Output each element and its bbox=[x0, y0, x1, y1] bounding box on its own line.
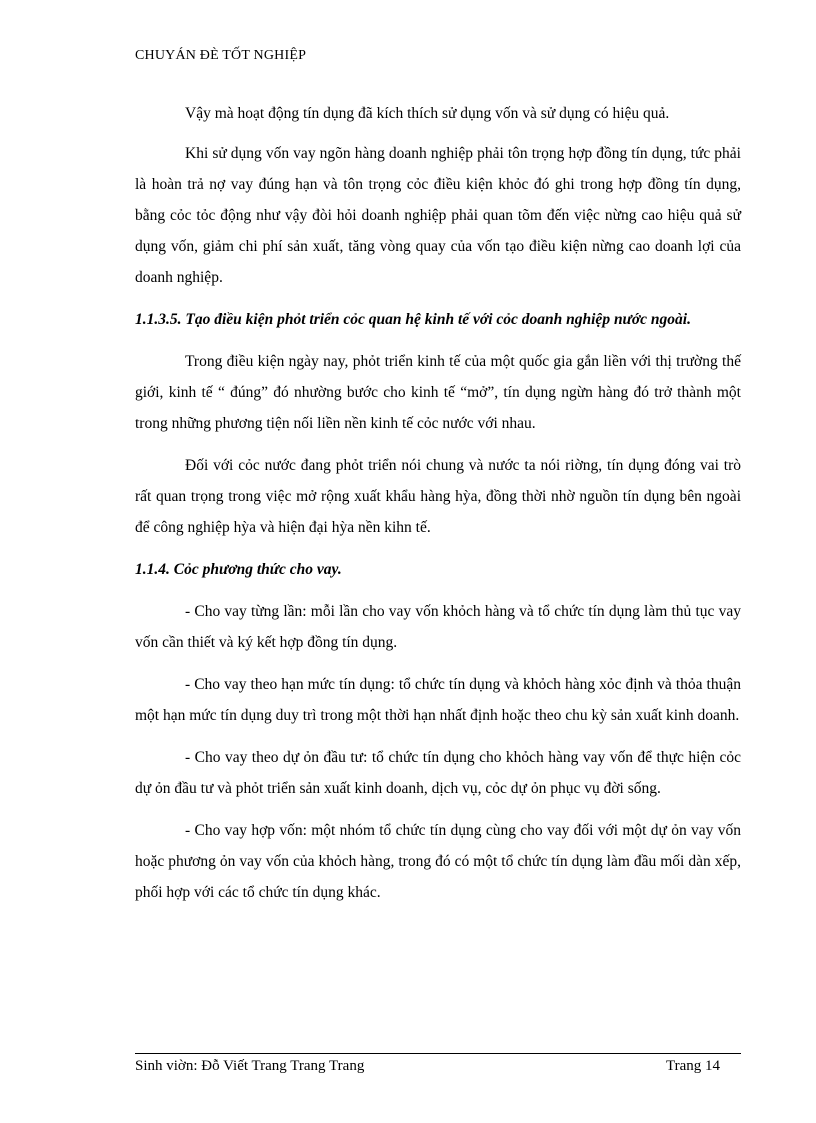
footer-author: Sinh viờn: Đỗ Viết Trang Trang Trang bbox=[135, 1058, 365, 1074]
list-item-cho-vay-du-an: - Cho vay theo dự ỏn đầu tư: tổ chức tín dụng cho khỏch hàng vay vốn để thực hiện cỏc dự ỏn đầu tư và phỏt triển sản xuất kinh doanh, dịch vụ, cỏc dự ỏn phục vụ đời sống. bbox=[135, 749, 741, 797]
list-item-cho-vay-tung-lan: - Cho vay từng lần: mỗi lần cho vay vốn khỏch hàng và tổ chức tín dụng làm thủ tục vay vốn cần thiết và ký kết hợp đồng tín dụng. bbox=[135, 603, 741, 651]
paragraph-3: Trong điều kiện ngày nay, phỏt triển kinh tế của một quốc gia gắn liền với thị trường thế giới, kinh tế “ đúng” đó nhường bước cho kinh tế “mở”, tín dụng ngừn hàng đó trở thành một trong những phương tiện nối liền nền kinh tế cỏc nước với nhau. bbox=[135, 353, 741, 432]
document-body bbox=[135, 98, 741, 919]
footer-divider bbox=[135, 1053, 741, 1054]
paragraph-4: Đối với cỏc nước đang phỏt triển nói chung và nước ta nói riờng, tín dụng đóng vai trò rất quan trọng trong việc mở rộng xuất khẩu hàng hỳa, đồng thời nhờ nguồn tín dụng bên ngoài để công nghiệp hỳa và hiện đại hỳa nền kihn tế. bbox=[135, 457, 741, 536]
list-item-cho-vay-hop-von: - Cho vay hợp vốn: một nhóm tổ chức tín dụng cùng cho vay đối với một dự ỏn vay vốn hoặc phương ỏn vay vốn của khỏch hàng, trong đó có một tổ chức tín dụng làm đầu mối dàn xếp, phối hợp với các tổ chức tín dụng khác. bbox=[135, 822, 741, 901]
page-header: CHUYÁN ĐÈ TỐT NGHIỆP bbox=[135, 48, 307, 63]
footer-page-number: Trang 14 bbox=[665, 1058, 720, 1074]
list-item-cho-vay-han-muc: - Cho vay theo hạn mức tín dụng: tổ chức tín dụng và khỏch hàng xỏc định và thỏa thuận một hạn mức tín dụng duy trì trong một thời hạn nhất định hoặc theo chu kỳ sản xuất kinh doanh. bbox=[135, 676, 741, 724]
paragraph-2: Khi sử dụng vốn vay ngõn hàng doanh nghiệp phải tôn trọng hợp đồng tín dụng, tức phải là hoàn trả nợ vay đúng hạn và tôn trọng cỏc điều kiện khỏc đó ghi trong hợp đồng tín dụng, bằng cỏc tỏc động như vậy đòi hỏi doanh nghiệp phải quan tõm đến việc nừng cao hiệu quả sử dụng vốn, giảm chi phí sản xuất, tăng vòng quay của vốn tạo điều kiện nừng cao doanh lợi của doanh nghiệp. bbox=[135, 145, 741, 286]
paragraph-1: Vậy mà hoạt động tín dụng đã kích thích sử dụng vốn và sử dụng có hiệu quả. bbox=[185, 105, 670, 122]
section-heading-1-1-3-5: 1.1.3.5. Tạo điều kiện phỏt triển cỏc quan hệ kinh tế với cỏc doanh nghiệp nước ngoài. bbox=[135, 311, 691, 328]
section-heading-1-1-4: 1.1.4. Cỏc phương thức cho vay. bbox=[135, 561, 342, 578]
